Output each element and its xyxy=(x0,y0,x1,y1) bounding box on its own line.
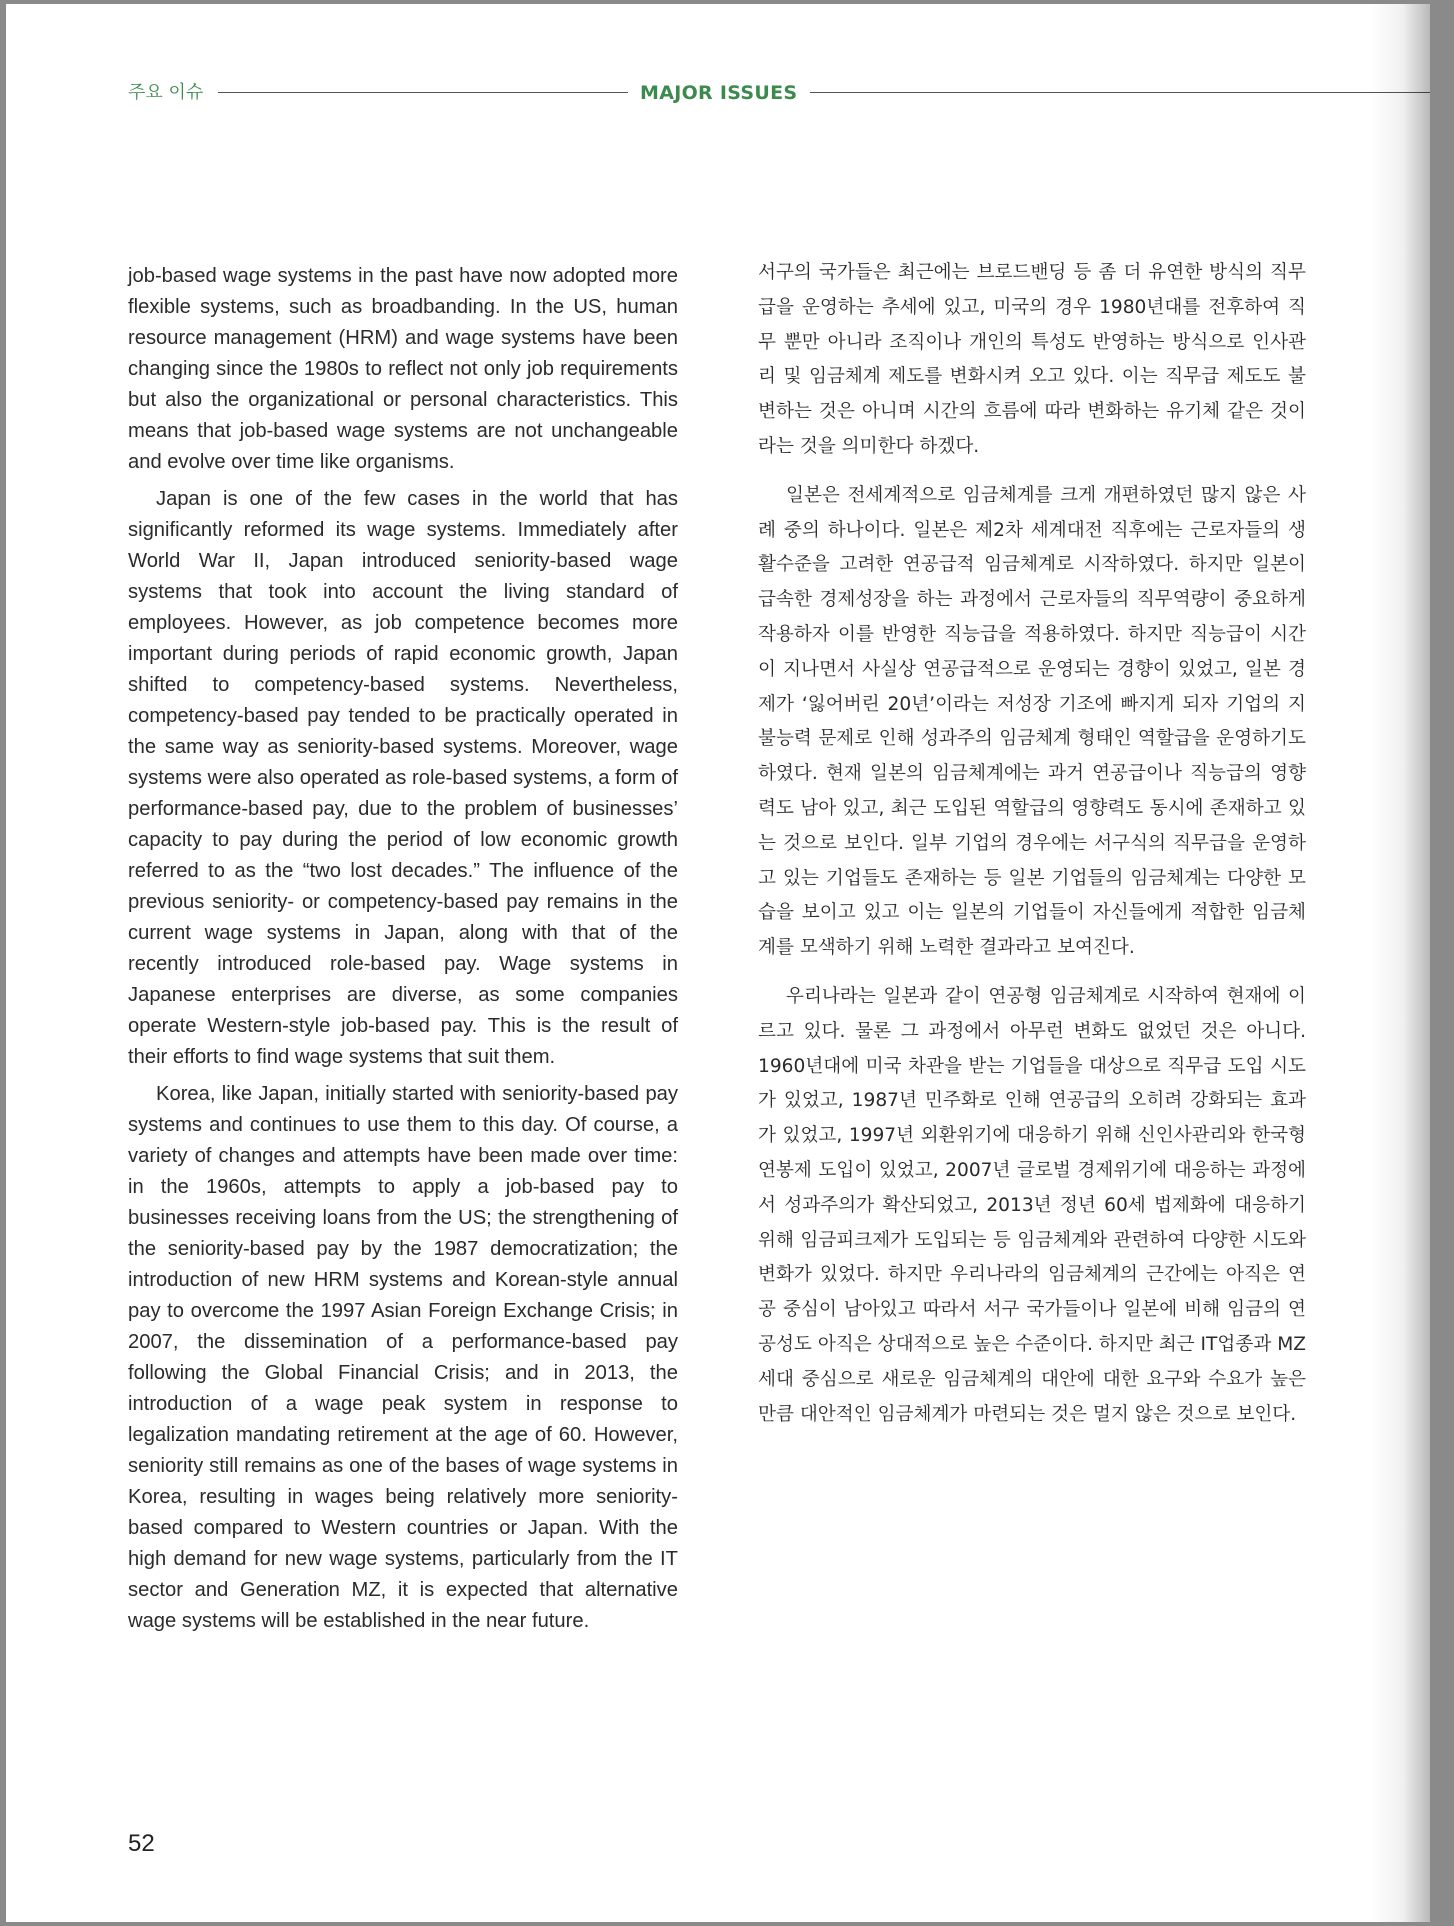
korean-paragraph-1: 서구의 국가들은 최근에는 브로드밴딩 등 좀 더 유연한 방식의 직무급을 운영하는 추세에 있고, 미국의 경우 1980년대를 전후하여 직무 뿐만 아니라 조직이나 개인의 특성도 반영하는 방식으로 인사관리 및 임금체계 제도를 변화시켜 오고 있다. 이는 직무급 제도도 불변하는 것은 아니며 시간의 흐름에 따라 변화하는 유기체 같은 것이라는 것을 의미한다 하겠다. xyxy=(758,262,1306,457)
section-label-korean: 주요 이슈 xyxy=(128,82,204,103)
korean-paragraph-3: 우리나라는 일본과 같이 연공형 임금체계로 시작하여 현재에 이르고 있다. 물론 그 과정에서 아무런 변화도 없었던 것은 아니다. 1960년대에 미국 차관을 받는 기업들을 대상으로 직무급 도입 시도가 있었고, 1987년 민주화로 인해 연공급의 오히려 강화되는 효과가 있었고, 1997년 외환위기에 대응하기 위해 신인사관리와 한국형 연봉제 도입이 있었고, 2007년 글로벌 경제위기에 대응하는 과정에서 성과주의가 확산되었고, 2013년 정년 60세 법제화에 대응하기 위해 임금피크제가 도입되는 등 임금체계와 관련하여 다양한 시도와 변화가 있었다. 하지만 우리나라의 임금체계의 근간에는 아직은 연공 중심이 남아있고 따라서 서구 국가들이나 일본에 비해 임금의 연공성도 아직은 상대적으로 높은 수준이다. 하지만 최근 IT업종과 MZ 세대 중심으로 새로운 임금체계의 대안에 대한 요구와 수요가 높은 만큼 대안적인 임금체계가 마련되는 것은 멀지 않은 것으로 보인다. xyxy=(758,985,1306,1425)
korean-column xyxy=(758,256,1306,1446)
header-rule-right xyxy=(810,92,1430,93)
english-paragraph-2: Japan is one of the few cases in the world that has significantly reformed its wage systems. Immediately after World War II, Japan introduced seniority-based wage systems that took into account the living standard of employees. However, as job competence becomes more important during periods of rapid economic growth, Japan shifted to competency-based systems. Nevertheless, competency-based pay tended to be practically operated in the same way as seniority-based systems. Moreover, wage systems were also operated as role-based systems, a form of performance-based pay, due to the problem of businesses’ capacity to pay during the period of low economic growth referred to as the “two lost decades.” The influence of the previous seniority- or competency-based pay remains in the current wage systems in Japan, along with that of the recently introduced role-based pay. Wage systems in Japanese enterprises are diverse, as some companies operate Western-style job-based pay. This is the result of their efforts to find wage systems that suit them. xyxy=(128,488,678,1068)
korean-paragraph-2: 일본은 전세계적으로 임금체계를 크게 개편하였던 많지 않은 사례 중의 하나이다. 일본은 제2차 세계대전 직후에는 근로자들의 생활수준을 고려한 연공급적 임금체계로 시작하였다. 하지만 일본이 급속한 경제성장을 하는 과정에서 근로자들의 직무역량이 중요하게 작용하자 이를 반영한 직능급을 적용하였다. 하지만 직능급이 시간이 지나면서 사실상 연공급적으로 운영되는 경향이 있었고, 일본 경제가 ‘잃어버린 20년’이라는 저성장 기조에 빠지게 되자 기업의 지불능력 문제로 인해 성과주의 임금체계 형태인 역할급을 운영하기도 하였다. 현재 일본의 임금체계에는 과거 연공급이나 직능급의 영향력도 남아 있고, 최근 도입된 역할급의 영향력도 동시에 존재하고 있는 것으로 보인다. 일부 기업의 경우에는 서구식의 직무급을 운영하고 있는 기업들도 존재하는 등 일본 기업들의 임금체계는 다양한 모습을 보이고 있고 이는 일본의 기업들이 자신들에게 적합한 임금체계를 모색하기 위해 노력한 결과라고 보여진다. xyxy=(758,484,1306,959)
english-paragraph-3: Korea, like Japan, initially started with seniority-based pay systems and continues to use them to this day. Of course, a variety of changes and attempts have been made over time: in the 1960s, attempts to apply a job-based pay to businesses receiving loans from the US; the strengthening of the seniority-based pay by the 1987 democratization; the introduction of new HRM systems and Korean-style annual pay to overcome the 1997 Asian Foreign Exchange Crisis; in 2007, the dissemination of a performance-based pay following the Global Financial Crisis; and in 2013, the introduction of a wage peak system in response to legalization mandating retirement at the age of 60. However, seniority still remains as one of the bases of wage systems in Korea, resulting in wages being relatively more seniority-based compared to Western countries or Japan. With the high demand for new wage systems, particularly from the IT sector and Generation MZ, it is expected that alternative wage systems will be established in the near future. xyxy=(128,1083,678,1632)
english-column xyxy=(128,261,678,1643)
magazine-page xyxy=(6,4,1430,1922)
header-rule-left xyxy=(218,92,628,93)
english-paragraph-1: job-based wage systems in the past have now adopted more flexible systems, such as broadbanding. In the US, human resource management (HRM) and wage systems have been changing since the 1980s to reflect not only job requirements but also the organizational or personal characteristics. This means that job-based wage systems are not unchangeable and evolve over time like organisms. xyxy=(128,265,678,473)
page-edge-shadow xyxy=(1370,4,1430,1922)
running-header xyxy=(128,80,1430,108)
section-label-english: MAJOR ISSUES xyxy=(640,82,798,104)
page-number: 52 xyxy=(128,1830,155,1857)
